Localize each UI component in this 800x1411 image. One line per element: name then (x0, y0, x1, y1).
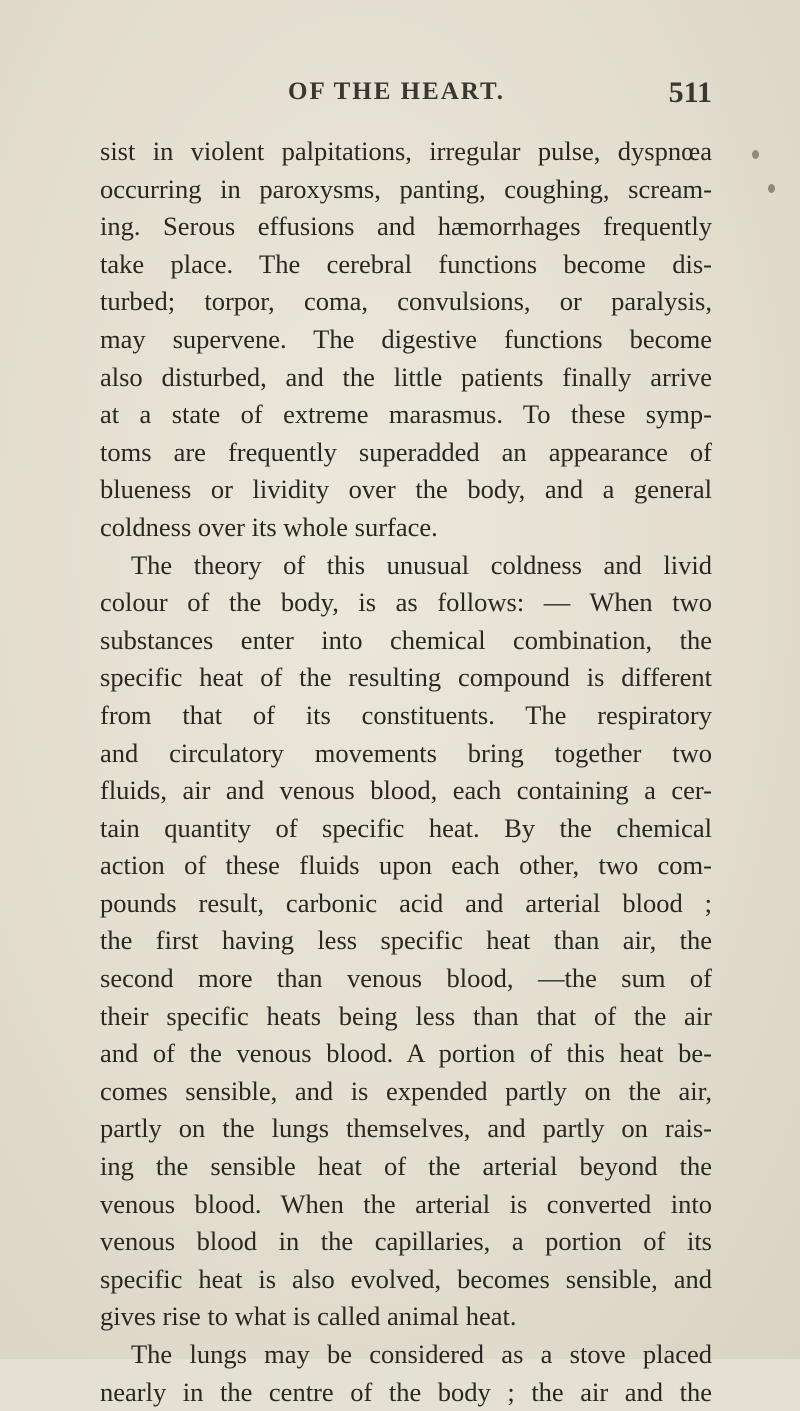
paper-speck (752, 150, 759, 159)
text-line: venous blood in the capillaries, a portion of its (100, 1226, 712, 1257)
text-line: substances enter into chemical combination, the (100, 624, 712, 655)
body-text (100, 133, 712, 1411)
text-line: action of these fluids upon each other, two com- (100, 850, 712, 881)
text-line: also disturbed, and the little patients finally arrive (100, 361, 712, 392)
paragraph-end-line: coldness over its whole surface. (100, 511, 438, 542)
text-line: may supervene. The digestive functions become (100, 323, 712, 354)
paragraph-end-line: gives rise to what is called animal heat. (100, 1301, 517, 1332)
text-line: blueness or lividity over the body, and a general (100, 474, 712, 505)
text-line: from that of its constituents. The respiratory (100, 699, 712, 730)
text-line: colour of the body, is as follows: — When two (100, 587, 712, 618)
text-line: fluids, air and venous blood, each containing a cer- (100, 775, 712, 806)
page-number: 511 (668, 76, 712, 109)
text-line: at a state of extreme marasmus. To these symp- (100, 399, 712, 430)
text-line: sist in violent palpitations, irregular pulse, dyspnœa (100, 136, 712, 166)
text-line: nearly in the centre of the body ; the air and the (100, 1376, 712, 1407)
text-line: specific heat is also evolved, becomes sensible, and (100, 1263, 712, 1294)
text-line: toms are frequently superadded an appearance of (100, 436, 712, 467)
text-line: comes sensible, and is expended partly on the air, (100, 1075, 712, 1106)
text-line: and of the venous blood. A portion of this heat be- (100, 1038, 712, 1069)
paragraph-start-line: The theory of this unusual coldness and livid (131, 549, 712, 580)
text-line: venous blood. When the arterial is converted into (100, 1188, 712, 1219)
page-header (100, 78, 712, 118)
text-line: occurring in paroxysms, panting, coughing, scream- (100, 173, 712, 204)
text-line: specific heat of the resulting compound is different (100, 662, 712, 693)
text-line: pounds result, carbonic acid and arterial blood ; (100, 887, 712, 918)
text-line: the first having less specific heat than air, the (100, 925, 712, 956)
text-line: and circulatory movements bring together two (100, 737, 712, 768)
paper-speck (768, 184, 775, 193)
text-line: their specific heats being less than that of the air (100, 1000, 712, 1031)
text-line: turbed; torpor, coma, convulsions, or paralysis, (100, 286, 712, 317)
running-head: OF THE HEART. (288, 78, 506, 105)
text-line: take place. The cerebral functions become dis- (100, 248, 712, 279)
text-line: partly on the lungs themselves, and partly on rais- (100, 1113, 712, 1144)
text-line: tain quantity of specific heat. By the chemical (100, 812, 712, 843)
paragraph-start-line: The lungs may be considered as a stove placed (131, 1339, 712, 1369)
text-line: ing the sensible heat of the arterial beyond the (100, 1151, 712, 1182)
text-line: second more than venous blood, —the sum of (100, 963, 712, 994)
text-line: ing. Serous effusions and hæmorrhages frequently (100, 211, 712, 242)
